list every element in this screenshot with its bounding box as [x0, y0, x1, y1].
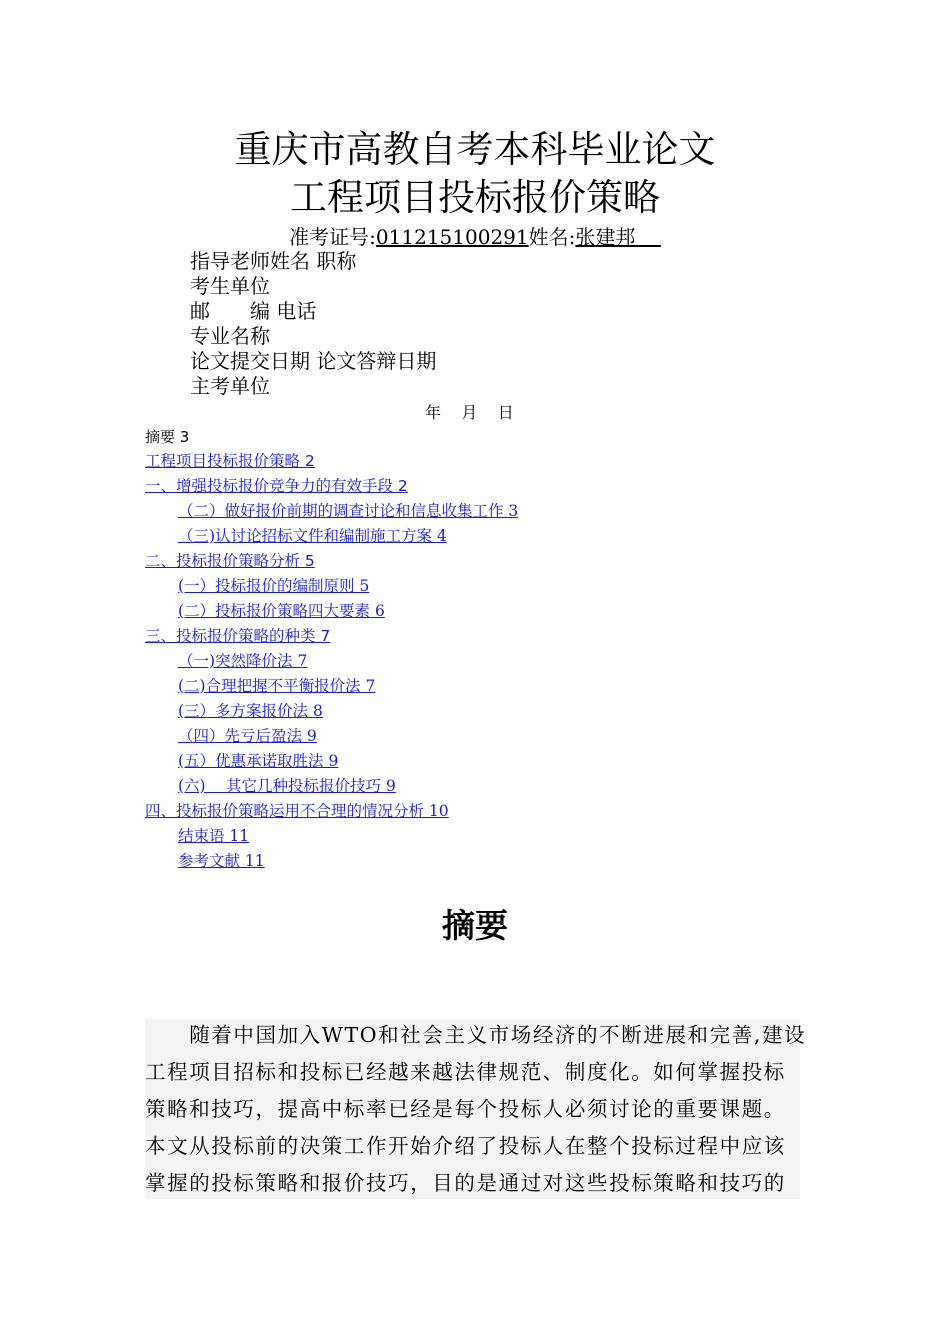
abstract-line: 随着中国加入WTO和社会主义市场经济的不断进展和完善,建设 [145, 1023, 807, 1047]
abstract-heading: 摘要 [442, 906, 508, 945]
candidate-unit-line: 考生单位 [190, 274, 270, 298]
exam-id-label: 准考证号: [289, 225, 376, 249]
abstract-line: 工程项目招标和投标已经越来越法律规范、制度化。如何掌握投标 [145, 1060, 786, 1084]
toc-link[interactable]: 一、增强投标报价竞争力的有效手段 2 [145, 477, 408, 495]
toc-link[interactable]: (六) 其它几种投标报价技巧 9 [178, 777, 396, 795]
name-value: 张建邦 [575, 225, 636, 249]
toc-link[interactable]: （三)认讨论招标文件和编制施工方案 4 [178, 527, 447, 545]
thesis-series-title: 重庆市高教自考本科毕业论文 [234, 128, 716, 171]
toc-link[interactable]: （四）先亏后盈法 9 [178, 727, 317, 745]
abstract-line: 策略和技巧，提高中标率已经是每个投标人必须讨论的重要课题。 [145, 1097, 786, 1121]
toc-link[interactable]: (一）投标报价的编制原则 5 [178, 577, 370, 595]
toc-link[interactable]: 参考文献 11 [178, 852, 265, 870]
postcode-phone-line: 邮 编 电话 [190, 299, 317, 323]
advisor-line: 指导老师姓名 职称 [190, 249, 357, 273]
abstract-line: 本文从投标前的决策工作开始介绍了投标人在整个投标过程中应该 [145, 1134, 786, 1158]
exam-unit-line: 主考单位 [190, 374, 270, 398]
toc-link[interactable]: 三、投标报价策略的种类 7 [145, 627, 331, 645]
toc-link[interactable]: （一)突然降价法 7 [178, 652, 308, 670]
toc-link[interactable]: 二、投标报价策略分析 5 [145, 552, 315, 570]
date-line: 年 月 日 [425, 403, 514, 422]
submission-date-line: 论文提交日期 论文答辩日期 [190, 349, 437, 373]
toc-link[interactable]: 工程项目投标报价策略 2 [145, 452, 315, 470]
toc-link[interactable]: (三）多方案报价法 8 [178, 702, 323, 720]
exam-id-line [0, 224, 950, 250]
toc-link[interactable]: 四、投标报价策略运用不合理的情况分析 10 [145, 802, 449, 820]
toc-link[interactable]: 结束语 11 [178, 827, 250, 845]
major-line: 专业名称 [190, 324, 270, 348]
toc-link[interactable]: (五）优惠承诺取胜法 9 [178, 752, 339, 770]
toc-link[interactable]: （二）做好报价前期的调查讨论和信息收集工作 3 [178, 502, 519, 520]
toc-link[interactable]: (二）投标报价策略四大要素 6 [178, 602, 385, 620]
exam-id-value: 011215100291 [375, 225, 529, 249]
toc-link[interactable]: (二)合理把握不平衡报价法 7 [178, 677, 376, 695]
name-label: 姓名: [528, 225, 576, 249]
toc-abstract-entry: 摘要 3 [145, 428, 190, 446]
abstract-line: 掌握的投标策略和报价技巧，目的是通过对这些投标策略和技巧的 [145, 1171, 786, 1195]
thesis-title: 工程项目投标报价策略 [290, 176, 660, 219]
